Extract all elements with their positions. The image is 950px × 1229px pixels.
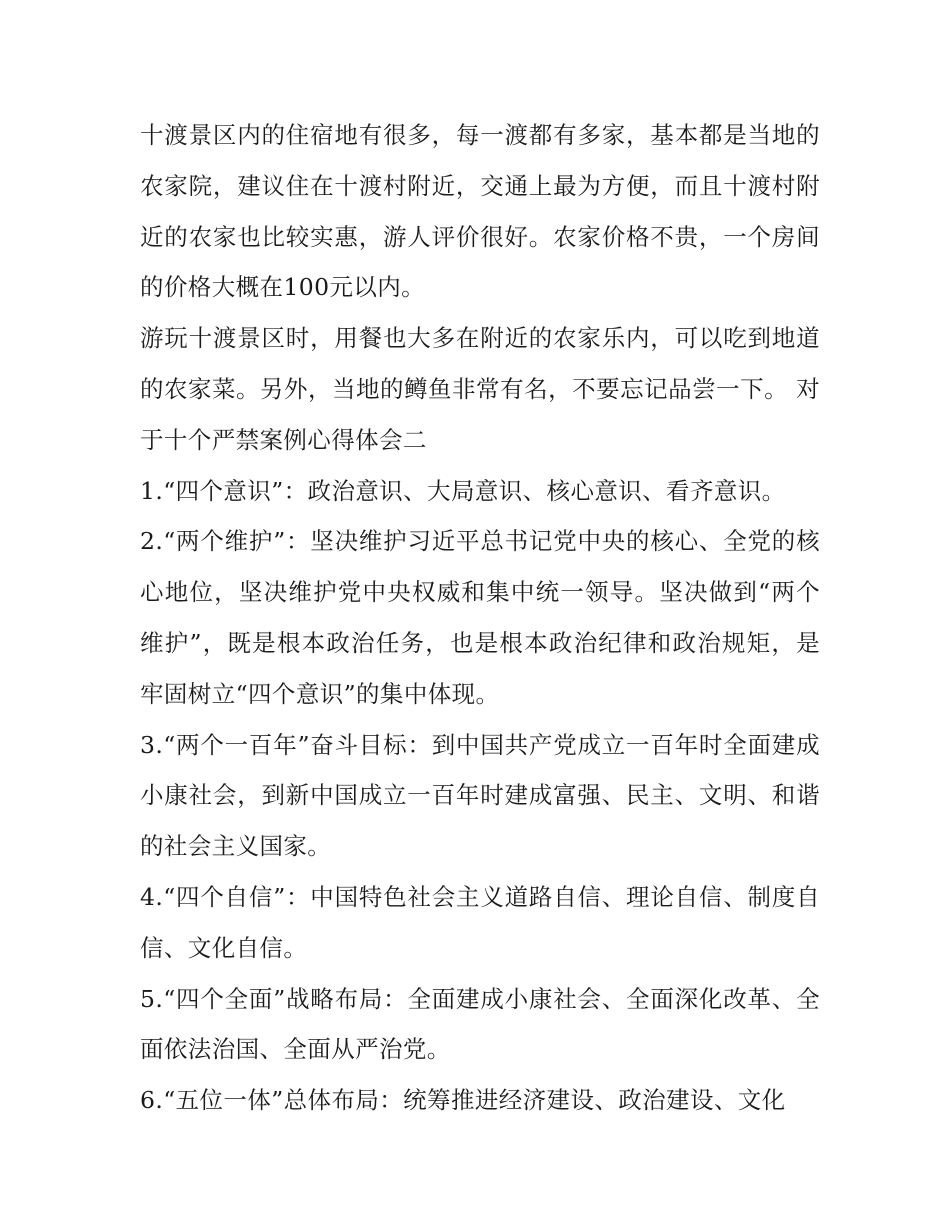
list-item-four-consciousness: 1.“四个意识”：政治意识、大局意识、核心意识、看齐意识。: [140, 476, 786, 505]
paragraph-dining: 游玩十渡景区时，用餐也大多在附近的农家乐内，可以吃到地道的农家菜。另外，当地的鳟鱼非常有名，不要忘记品尝一下。 对于十个严禁案例心得体会二: [140, 324, 820, 454]
list-item-four-confidences: 4.“四个自信”：中国特色社会主义道路自信、理论自信、制度自信、文化自信。: [140, 882, 820, 962]
document-page: [140, 110, 820, 1126]
list-item-four-comprehensives: 5.“四个全面”战略布局：全面建成小康社会、全面深化改革、全面依法治国、全面从严治党。: [140, 984, 820, 1064]
list-item-two-safeguards: 2.“两个维护”：坚决维护习近平总书记党中央的核心、全党的核心地位，坚决维护党中央权威和集中统一领导。坚决做到“两个维护”，既是根本政治任务，也是根本政治纪律和政治规矩，是牢固树立“四个意识”的集中体现。: [140, 527, 820, 708]
list-item-two-centenary-goals: 3.“两个一百年”奋斗目标：到中国共产党成立一百年时全面建成小康社会，到新中国成立一百年时建成富强、民主、文明、和谐的社会主义国家。: [140, 730, 820, 861]
paragraph-lodging: 十渡景区内的住宿地有很多，每一渡都有多家，基本都是当地的农家院，建议住在十渡村附近，交通上最为方便，而且十渡村附近的农家也比较实惠，游人评价很好。农家价格不贵，一个房间的价格大概在100元以内。: [140, 121, 820, 302]
list-item-five-in-one: 6.“五位一体”总体布局：统筹推进经济建设、政治建设、文化: [140, 1086, 786, 1115]
